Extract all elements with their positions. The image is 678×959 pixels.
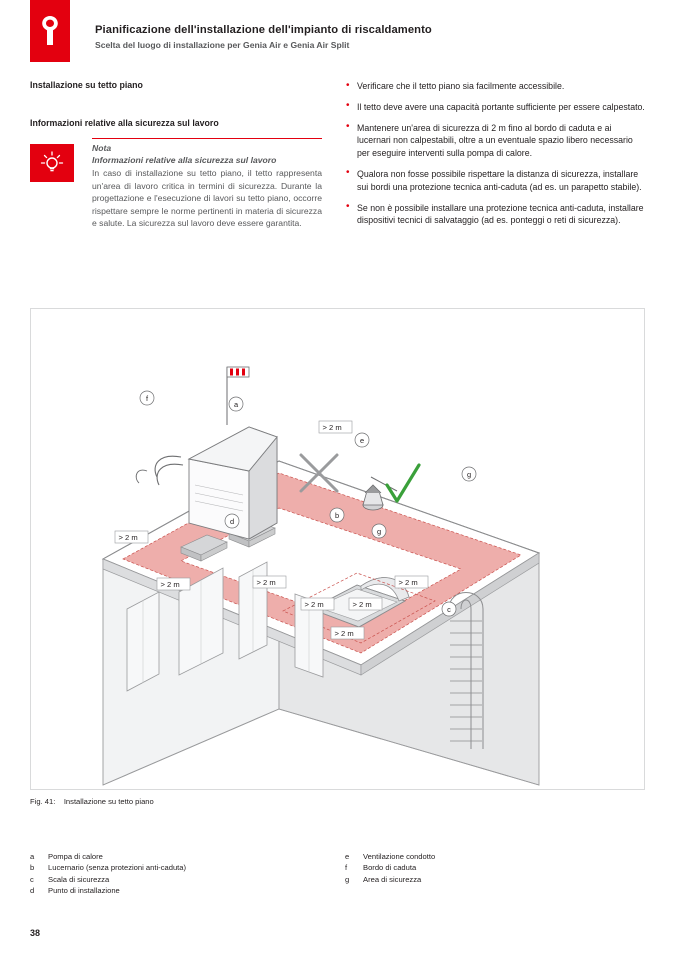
wrench-icon <box>41 16 59 46</box>
svg-text:> 2 m: > 2 m <box>334 629 354 638</box>
legend-value: Lucernario (senza protezioni anti-caduta) <box>48 863 187 873</box>
figure-caption <box>30 797 154 806</box>
lightbulb-icon <box>30 144 74 182</box>
svg-text:a: a <box>233 399 239 409</box>
list-item <box>345 851 645 862</box>
svg-text:> 2 m: > 2 m <box>256 578 276 587</box>
legend-value: Punto di installazione <box>48 886 120 896</box>
legend-value: Scala di sicurezza <box>48 874 110 884</box>
list-item: • Verificare che il tetto piano sia facilmente accessibile. <box>345 80 645 93</box>
list-item: • Il tetto deve avere una capacità portante sufficiente per essere calpestato. <box>345 101 645 114</box>
page-number: 38 <box>30 928 41 938</box>
note-box <box>30 138 322 230</box>
legend-value: Pompa di calore <box>48 852 103 861</box>
list-item <box>345 862 645 873</box>
list-item <box>30 851 330 862</box>
svg-text:f: f <box>145 393 149 403</box>
right-column <box>345 80 645 235</box>
page-title: Pianificazione dell'installazione dell'impianto di riscaldamento <box>95 24 432 36</box>
note-subtitle: Informazioni relative alla sicurezza sul lavoro <box>92 155 277 165</box>
svg-text:e: e <box>359 435 365 445</box>
legend-left-column <box>30 851 330 897</box>
list-item <box>30 885 330 896</box>
figure-caption-text: Installazione su tetto piano <box>63 797 154 806</box>
figure-caption-label: Fig. 41: <box>30 797 56 806</box>
legend-value: Bordo di caduta <box>363 863 417 873</box>
legend-key: a <box>30 852 35 861</box>
section-heading-installation: Installazione su tetto piano <box>30 80 143 90</box>
note-text: In caso di installazione su tetto piano, il tetto rappresenta un'area di lavoro critica in termini di sicurezza. Durante la progettazione e l'esecuzione di lavori su tetto piano, occorre rispettare sempre le norme pertinenti in materia di sicurezza e salute. La sicurezza sul lavoro deve essere garantita. <box>92 168 322 229</box>
legend-key: c <box>30 874 34 884</box>
legend-right-column <box>345 851 645 885</box>
list-item <box>345 874 645 885</box>
legend-value: Area di sicurezza <box>363 874 422 884</box>
note-title: Nota <box>92 143 112 153</box>
list-item: • Se non è possibile installare una protezione tecnica anti-caduta, installare dispositivi tecnici di salvataggio (ad es. ponteggi o reti di sicurezza). <box>345 202 645 228</box>
legend-key: g <box>345 874 350 884</box>
svg-text:> 2 m: > 2 m <box>352 600 372 609</box>
svg-text:g: g <box>376 526 382 536</box>
svg-text:> 2 m: > 2 m <box>160 580 180 589</box>
note-body <box>92 138 322 230</box>
page-header <box>0 0 678 70</box>
svg-text:b: b <box>334 510 340 520</box>
safety-bullet-list <box>345 80 645 227</box>
svg-text:> 2 m: > 2 m <box>398 578 418 587</box>
list-item: • Mantenere un'area di sicurezza di 2 m fino al bordo di caduta e ai lucernari non calpestabili, oltre a un eventuale spazio libero necessario per eseguire interventi sulla pompa di calore. <box>345 122 645 160</box>
legend-value: Ventilazione condotto <box>363 852 436 861</box>
legend-key: d <box>30 886 35 896</box>
legend-key: b <box>30 863 35 873</box>
legend-key: f <box>345 863 348 873</box>
note-divider <box>92 138 322 139</box>
page-subtitle: Scelta del luogo di installazione per Genia Air e Genia Air Split <box>95 40 350 50</box>
svg-text:c: c <box>447 604 451 614</box>
distance-label: > 2 m <box>322 423 342 432</box>
svg-text:> 2 m: > 2 m <box>304 600 324 609</box>
list-item <box>30 862 330 873</box>
svg-text:> 2 m: > 2 m <box>118 533 138 542</box>
svg-text:d: d <box>229 516 235 526</box>
section-heading-safety: Informazioni relative alla sicurezza sul lavoro <box>30 118 219 128</box>
legend-key: e <box>345 852 350 861</box>
list-item <box>30 874 330 885</box>
figure-flat-roof-installation <box>30 308 645 790</box>
svg-text:g: g <box>466 469 472 479</box>
figure-illustration <box>31 309 644 789</box>
left-column <box>30 80 322 230</box>
list-item: • Qualora non fosse possibile rispettare la distanza di sicurezza, installare sui bordi una protezione tecnica anti-caduta (ad es. un parapetto stabile). <box>345 168 645 194</box>
header-text-block <box>95 23 432 52</box>
